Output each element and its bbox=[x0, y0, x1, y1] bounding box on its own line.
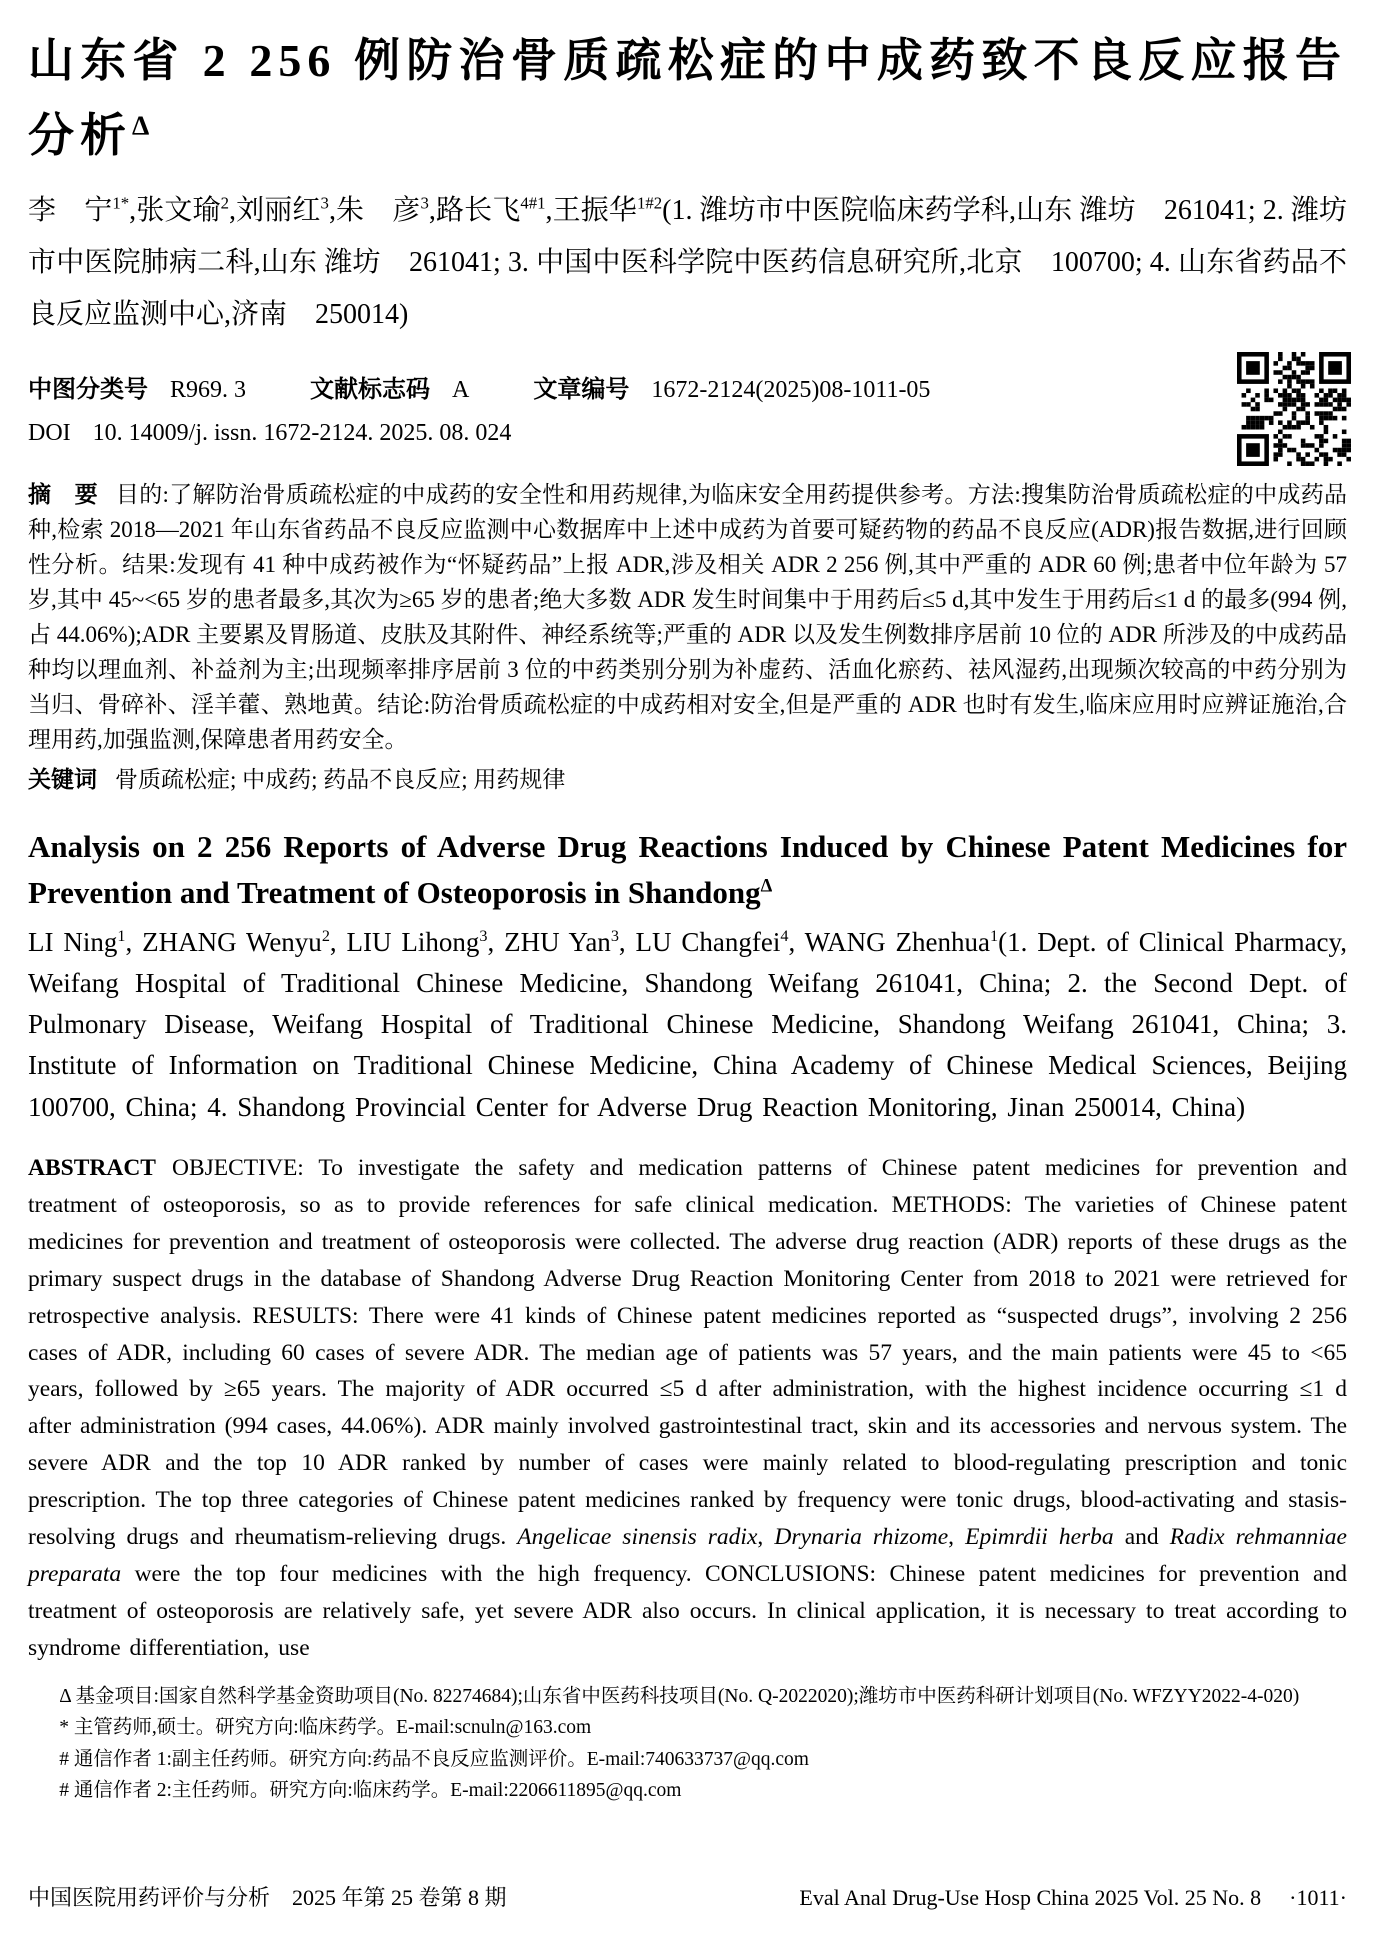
abstract-en bbox=[28, 1150, 1347, 1666]
page-title-en bbox=[28, 824, 1347, 916]
title-cn-text: 山东省 2 256 例防治骨质疏松症的中成药致不良反应报告分析 bbox=[28, 35, 1347, 161]
page-footer bbox=[28, 1881, 1347, 1912]
title-en-marker: Δ bbox=[760, 875, 773, 897]
footnote-corresponding-author-1: # 通信作者 1:副主任药师。研究方向:药品不良反应监测评价。E-mail:740633737@qq.com bbox=[59, 1748, 809, 1770]
authors-affiliations-cn: 李 宁$^{1*}$,张文瑜$^2$,刘丽红$^3$,朱 彦$^3$,路长飞$^{4\#1}$,王振华$^{1\#2}$(1. 潍坊市中医院临床药学科,山东 潍坊 261041; 2. 潍坊市中医院肺病二科,山东 潍坊 261041; 3. 中国中医科学院中医药信息研究所,北京 100700; 4. 山东省药品不良反应监测中心,济南 250014) bbox=[28, 193, 1347, 331]
clc-number bbox=[28, 369, 246, 404]
clc-label: 中图分类号 bbox=[28, 376, 148, 404]
footer-journal-cn: 中国医院用药评价与分析 2025 年第 25 卷第 8 期 bbox=[28, 1885, 507, 1910]
article-meta-row bbox=[28, 369, 1347, 404]
article-number-value: 1672-2124(2025)08-1011-05 bbox=[651, 377, 931, 404]
keywords-cn-text: 骨质疏松症; 中成药; 药品不良反应; 用药规律 bbox=[115, 766, 566, 792]
doi-label: DOI bbox=[28, 420, 71, 447]
footnote-corresponding-author-2: # 通信作者 2:主任药师。研究方向:临床药学。E-mail:2206611895@qq.com bbox=[59, 1780, 682, 1802]
authors-affiliations-en: LI Ning$^1$, ZHANG Wenyu$^2$, LIU Lihong$^3$, ZHU Yan$^3$, LU Changfei$^4$, WANG Zhenhua$^1$(1. Dept. of Clinical Pharmacy, Weifang Hospital of Traditional Chinese Medicine, Shandong Weifang 261041, China; 2. the Second Dept. of Pulmonary Disease, Weifang Hospital of Traditional Chinese Medicine, Shandong Weifang 261041, China; 3. Institute of Information on Traditional Chinese Medicine, China Academy of Chinese Medical Sciences, Beijing 100700, China; 4. Shandong Provincial Center for Adverse Drug Reaction Monitoring, Jinan 250014, China) bbox=[28, 926, 1348, 1122]
document-code-value: A bbox=[452, 377, 470, 404]
title-marker: Δ bbox=[132, 109, 156, 141]
footer-journal-en bbox=[799, 1885, 1347, 1911]
doi-row bbox=[28, 420, 1347, 447]
keywords-cn-label: 关键词 bbox=[28, 765, 97, 792]
abstract-cn-text: 目的:了解防治骨质疏松症的中成药的安全性和用药规律,为临床安全用药提供参考。方法:搜集防治骨质疏松症的中成药品种,检索 2018—2021 年山东省药品不良反应监测中心数据库中上述中成药为首要可疑药物的药品不良反应(ADR)报告数据,进行回顾性分析。结果:发现有 41 种中成药被作为“怀疑药品”上报 ADR,涉及相关 ADR 2 256 例,其中严重的 ADR 60 例;患者中位年龄为 57 岁,其中 45~<65 岁的患者最多,其次为≥65 岁的患者;绝大多数 ADR 发生时间集中于用药后≤5 d,其中发生于用药后≤1 d 的最多(994 例,占 44.06%);ADR 主要累及胃肠道、皮肤及其附件、神经系统等;严重的 ADR 以及发生例数排序居前 10 位的 ADR 所涉及的中成药品种均以理血剂、补益剂为主;出现频率排序居前 3 位的中药类别分别为补虚药、活血化瘀药、祛风湿药,出现频次较高的中药分别为当归、骨碎补、淫羊藿、熟地黄。结论:防治骨质疏松症的中成药相对安全,但是严重的 ADR 也时有发生,临床应用时应辨证施治,合理用药,加强监测,保障患者用药安全。 bbox=[28, 482, 1348, 752]
abstract-en-text: OBJECTIVE: To investigate the safety and medication patterns of Chinese patent medicines for prevention and treatment of osteoporosis, so as to provide references for safe clinical medication. METHODS: The varieties of Chinese patent medicines for prevention and treatment of osteoporosis were collected. The adverse drug reaction (ADR) reports of these drugs as the primary suspect drugs in the database of Shandong Adverse Drug Reaction Monitoring Center from 2018 to 2021 were retrieved for retrospective analysis. RESULTS: There were 41 kinds of Chinese patent medicines reported as “suspected drugs”, involving 2 256 cases of ADR, including 60 cases of severe ADR. The median age of patients was 57 years, and the main patients were 45 to <65 years, followed by ≥65 years. The majority of ADR occurred ≤5 d after administration, with the highest incidence occurring ≤1 d after administration (994 cases, 44.06%). ADR mainly involved gastrointestinal tract, skin and its accessories and nervous system. The severe ADR and the top 10 ADR ranked by number of cases were mainly related to blood-regulating prescription and tonic prescription. The top three categories of Chinese patent medicines ranked by frequency were tonic drugs, blood-activating and stasis-resolving drugs and rheumatism-relieving drugs. Angelicae sinensis radix, Drynaria rhizome, Epimrdii herba and Radix rehmanniae preparata were the top four medicines with the high frequency. CONCLUSIONS: Chinese patent medicines for prevention and treatment of osteoporosis are relatively safe, yet severe ADR also occurs. In clinical application, it is necessary to treat according to syndrome differentiation, use bbox=[28, 1155, 1347, 1661]
clc-value: R969. 3 bbox=[170, 377, 247, 404]
article-number-label: 文章编号 bbox=[533, 376, 630, 404]
title-en-text: Analysis on 2 256 Reports of Adverse Drug Reactions Induced by Chinese Patent Medicines for Prevention and Treatment of Osteoporosis in Shandong bbox=[28, 828, 1347, 910]
qr-code-image bbox=[1237, 352, 1351, 466]
document-code-label: 文献标志码 bbox=[310, 376, 431, 404]
footnote-fund-project: Δ 基金项目:国家自然科学基金资助项目(No. 82274684);山东省中医药科技项目(No. Q-2022020);潍坊市中医药科研计划项目(No. WFZYY2022-4-020) bbox=[59, 1685, 1300, 1707]
doi-value: 10. 14009/j. issn. 1672-2124. 2025. 08. 024 bbox=[92, 420, 512, 447]
qr-code bbox=[1237, 352, 1351, 466]
abstract-cn-label: 摘 要 bbox=[28, 481, 98, 508]
article-number bbox=[533, 369, 930, 404]
footer-journal-en-text: Eval Anal Drug-Use Hosp China 2025 Vol. 25 No. 8 bbox=[799, 1885, 1262, 1910]
footnotes bbox=[28, 1681, 1347, 1807]
abstract-cn bbox=[28, 477, 1347, 758]
document-code bbox=[310, 369, 469, 404]
footer-page-number: ·1011· bbox=[1289, 1885, 1347, 1910]
page-title bbox=[28, 24, 1347, 173]
footnote-first-author: * 主管药师,硕士。研究方向:临床药学。E-mail:scnuln@163.com bbox=[59, 1717, 592, 1739]
abstract-en-label: ABSTRACT bbox=[28, 1155, 156, 1182]
keywords-cn bbox=[28, 762, 1347, 798]
